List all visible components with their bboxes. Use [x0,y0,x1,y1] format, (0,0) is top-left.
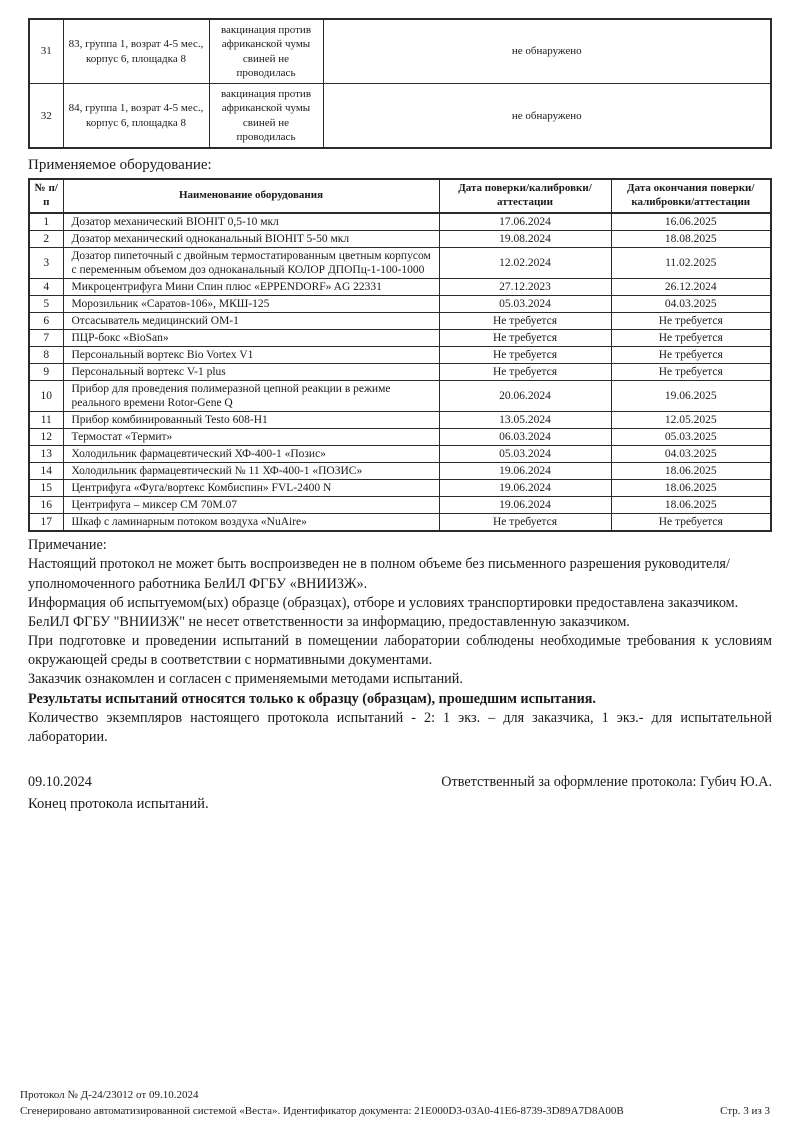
note-paragraph: Количество экземпляров настоящего протокола испытаний - 2: 1 экз. – для заказчика, 1 экз.- для испытательной лаборатории. [28,709,772,745]
equipment-date-end-cell: 26.12.2024 [611,278,771,295]
note-paragraph: Информация об испытуемом(ых) образце (образцах), отборе и условиях транспортировки предоставлена заказчиком. [28,594,739,611]
equipment-row [29,480,771,497]
equipment-header-date-end: Дата окончания поверки/калибровки/аттестации [611,179,771,213]
equipment-number-cell: 8 [29,347,63,364]
equipment-header-name: Наименование оборудования [63,179,439,213]
equipment-date-end-cell: Не требуется [611,312,771,329]
notes-section [28,536,772,747]
equipment-date-cell: Не требуется [439,347,611,364]
equipment-name-cell: Холодильник фармацевтический № 11 ХФ-400-1 «ПОЗИС» [63,463,439,480]
equipment-name-cell: Отсасыватель медицинский ОМ-1 [63,312,439,329]
equipment-date-end-cell: 18.06.2025 [611,497,771,514]
sample-number-cell: 31 [29,19,63,84]
equipment-row [29,347,771,364]
sample-description-cell: 84, группа 1, возрат 4-5 мес., корпус 6, площадка 8 [63,84,209,149]
equipment-name-cell: Прибор комбинированный Testo 608-H1 [63,412,439,429]
equipment-number-cell: 6 [29,312,63,329]
note-paragraph: Настоящий протокол не может быть воспроизведен не в полном объеме без письменного разрешения руководителя/уполномоченного работника БелИЛ ФГБУ «ВНИИЗЖ». [28,556,730,592]
equipment-row [29,213,771,231]
responsible-person: Ответственный за оформление протокола: Губич Ю.А. [441,774,772,791]
equipment-number-cell: 15 [29,480,63,497]
equipment-date-cell: 19.06.2024 [439,480,611,497]
equipment-number-cell: 7 [29,329,63,346]
equipment-number-cell: 1 [29,213,63,231]
equipment-name-cell: Прибор для проведения полимеразной цепной реакции в режиме реального времени Rotor-Gene Q [63,381,439,412]
equipment-row [29,295,771,312]
equipment-date-end-cell: Не требуется [611,347,771,364]
sample-vaccination-cell: вакцинация против африканской чумы свиней не проводилась [209,84,323,149]
equipment-date-cell: 20.06.2024 [439,381,611,412]
sample-vaccination-cell: вакцинация против африканской чумы свиней не проводилась [209,19,323,84]
equipment-header-row [29,179,771,213]
equipment-row [29,312,771,329]
equipment-row [29,247,771,278]
equipment-date-cell: 06.03.2024 [439,429,611,446]
equipment-name-cell: ПЦР-бокс «BioSan» [63,329,439,346]
sample-result-cell: не обнаружено [323,19,771,84]
equipment-date-end-cell: 05.03.2025 [611,429,771,446]
equipment-number-cell: 4 [29,278,63,295]
equipment-number-cell: 13 [29,446,63,463]
equipment-date-end-cell: 04.03.2025 [611,446,771,463]
equipment-name-cell: Холодильник фармацевтический ХФ-400-1 «Позис» [63,446,439,463]
equipment-date-cell: 19.08.2024 [439,230,611,247]
equipment-number-cell: 12 [29,429,63,446]
equipment-row [29,364,771,381]
equipment-date-end-cell: 11.02.2025 [611,247,771,278]
equipment-row [29,463,771,480]
equipment-row [29,329,771,346]
equipment-row [29,230,771,247]
equipment-date-cell: Не требуется [439,514,611,532]
equipment-name-cell: Дозатор пипеточный с двойным термостатированным цветным корпусом с переменным объемом доз одноканальный КОЛОР ДПОПц-1-100-1000 [63,247,439,278]
sample-result-cell: не обнаружено [323,84,771,149]
equipment-number-cell: 9 [29,364,63,381]
equipment-number-cell: 16 [29,497,63,514]
equipment-name-cell: Морозильник «Саратов-106», МКШ-125 [63,295,439,312]
end-of-protocol-line: Конец протокола испытаний. [28,796,209,813]
equipment-number-cell: 11 [29,412,63,429]
equipment-date-end-cell: 18.06.2025 [611,480,771,497]
equipment-heading: Применяемое оборудование: [28,157,212,174]
equipment-name-cell: Шкаф с ламинарным потоком воздуха «NuAire» [63,514,439,532]
signature-row [28,774,772,791]
equipment-date-end-cell: Не требуется [611,329,771,346]
equipment-table [28,178,772,532]
sample-description-cell: 83, группа 1, возрат 4-5 мес., корпус 6, площадка 8 [63,19,209,84]
equipment-date-end-cell: 16.06.2025 [611,213,771,231]
equipment-header-date: Дата поверки/калибровки/аттестации [439,179,611,213]
equipment-date-end-cell: 18.08.2025 [611,230,771,247]
equipment-row [29,497,771,514]
equipment-name-cell: Персональный вортекс Bio Vortex V1 [63,347,439,364]
equipment-name-cell: Центрифуга «Фуга/вортекс Комбиспин» FVL-2400 N [63,480,439,497]
equipment-date-cell: 05.03.2024 [439,446,611,463]
equipment-name-cell: Микроцентрифуга Мини Спин плюс «EPPENDORF» AG 22331 [63,278,439,295]
equipment-date-end-cell: 19.06.2025 [611,381,771,412]
equipment-date-cell: 27.12.2023 [439,278,611,295]
equipment-name-cell: Термостат «Термит» [63,429,439,446]
sample-row [29,84,771,149]
equipment-date-cell: 19.06.2024 [439,463,611,480]
equipment-number-cell: 14 [29,463,63,480]
note-paragraph: БелИЛ ФГБУ "ВНИИЗЖ" не несет ответственности за информацию, предоставленную заказчиком. [28,613,630,630]
protocol-date: 09.10.2024 [28,774,92,791]
notes-heading: Примечание: [28,537,107,554]
equipment-row [29,412,771,429]
equipment-date-cell: 12.02.2024 [439,247,611,278]
equipment-number-cell: 17 [29,514,63,532]
equipment-row [29,278,771,295]
equipment-date-cell: 17.06.2024 [439,213,611,231]
note-paragraph: Заказчик ознакомлен и согласен с применяемыми методами испытаний. [28,671,463,688]
equipment-date-cell: Не требуется [439,312,611,329]
equipment-name-cell: Дозатор механический BIOHIT 0,5-10 мкл [63,213,439,231]
equipment-name-cell: Центрифуга – миксер СМ 70М.07 [63,497,439,514]
equipment-date-cell: Не требуется [439,329,611,346]
sample-number-cell: 32 [29,84,63,149]
equipment-date-cell: 05.03.2024 [439,295,611,312]
equipment-date-end-cell: 18.06.2025 [611,463,771,480]
equipment-date-cell: 19.06.2024 [439,497,611,514]
footer-page-number: Стр. 3 из 3 [720,1105,770,1118]
equipment-date-end-cell: 12.05.2025 [611,412,771,429]
equipment-number-cell: 5 [29,295,63,312]
note-paragraph: При подготовке и проведении испытаний в помещении лаборатории соблюдены необходимые требования к условиям окружающей среды в соответствии с нормативными документами. [28,633,772,669]
equipment-date-end-cell: Не требуется [611,514,771,532]
equipment-row [29,514,771,532]
equipment-row [29,446,771,463]
equipment-date-end-cell: Не требуется [611,364,771,381]
equipment-header-num: № п/п [29,179,63,213]
equipment-date-end-cell: 04.03.2025 [611,295,771,312]
footer-protocol-number: Протокол № Д-24/23012 от 09.10.2024 [20,1089,199,1102]
equipment-number-cell: 3 [29,247,63,278]
equipment-row [29,381,771,412]
equipment-name-cell: Персональный вортекс V-1 plus [63,364,439,381]
equipment-number-cell: 10 [29,381,63,412]
samples-table [28,18,772,149]
page-footer [20,1088,770,1120]
equipment-row [29,429,771,446]
equipment-name-cell: Дозатор механический одноканальный BIOHIT 5-50 мкл [63,230,439,247]
footer-generated-by: Сгенерировано автоматизированной системой «Веста». Идентификатор документа: 21E000D3-03A0-41E6-8739-3D89A7D8A00B [20,1105,624,1118]
sample-row [29,19,771,84]
equipment-date-cell: 13.05.2024 [439,412,611,429]
note-paragraph: Результаты испытаний относятся только к образцу (образцам), прошедшим испытания. [28,690,596,707]
equipment-date-cell: Не требуется [439,364,611,381]
equipment-number-cell: 2 [29,230,63,247]
